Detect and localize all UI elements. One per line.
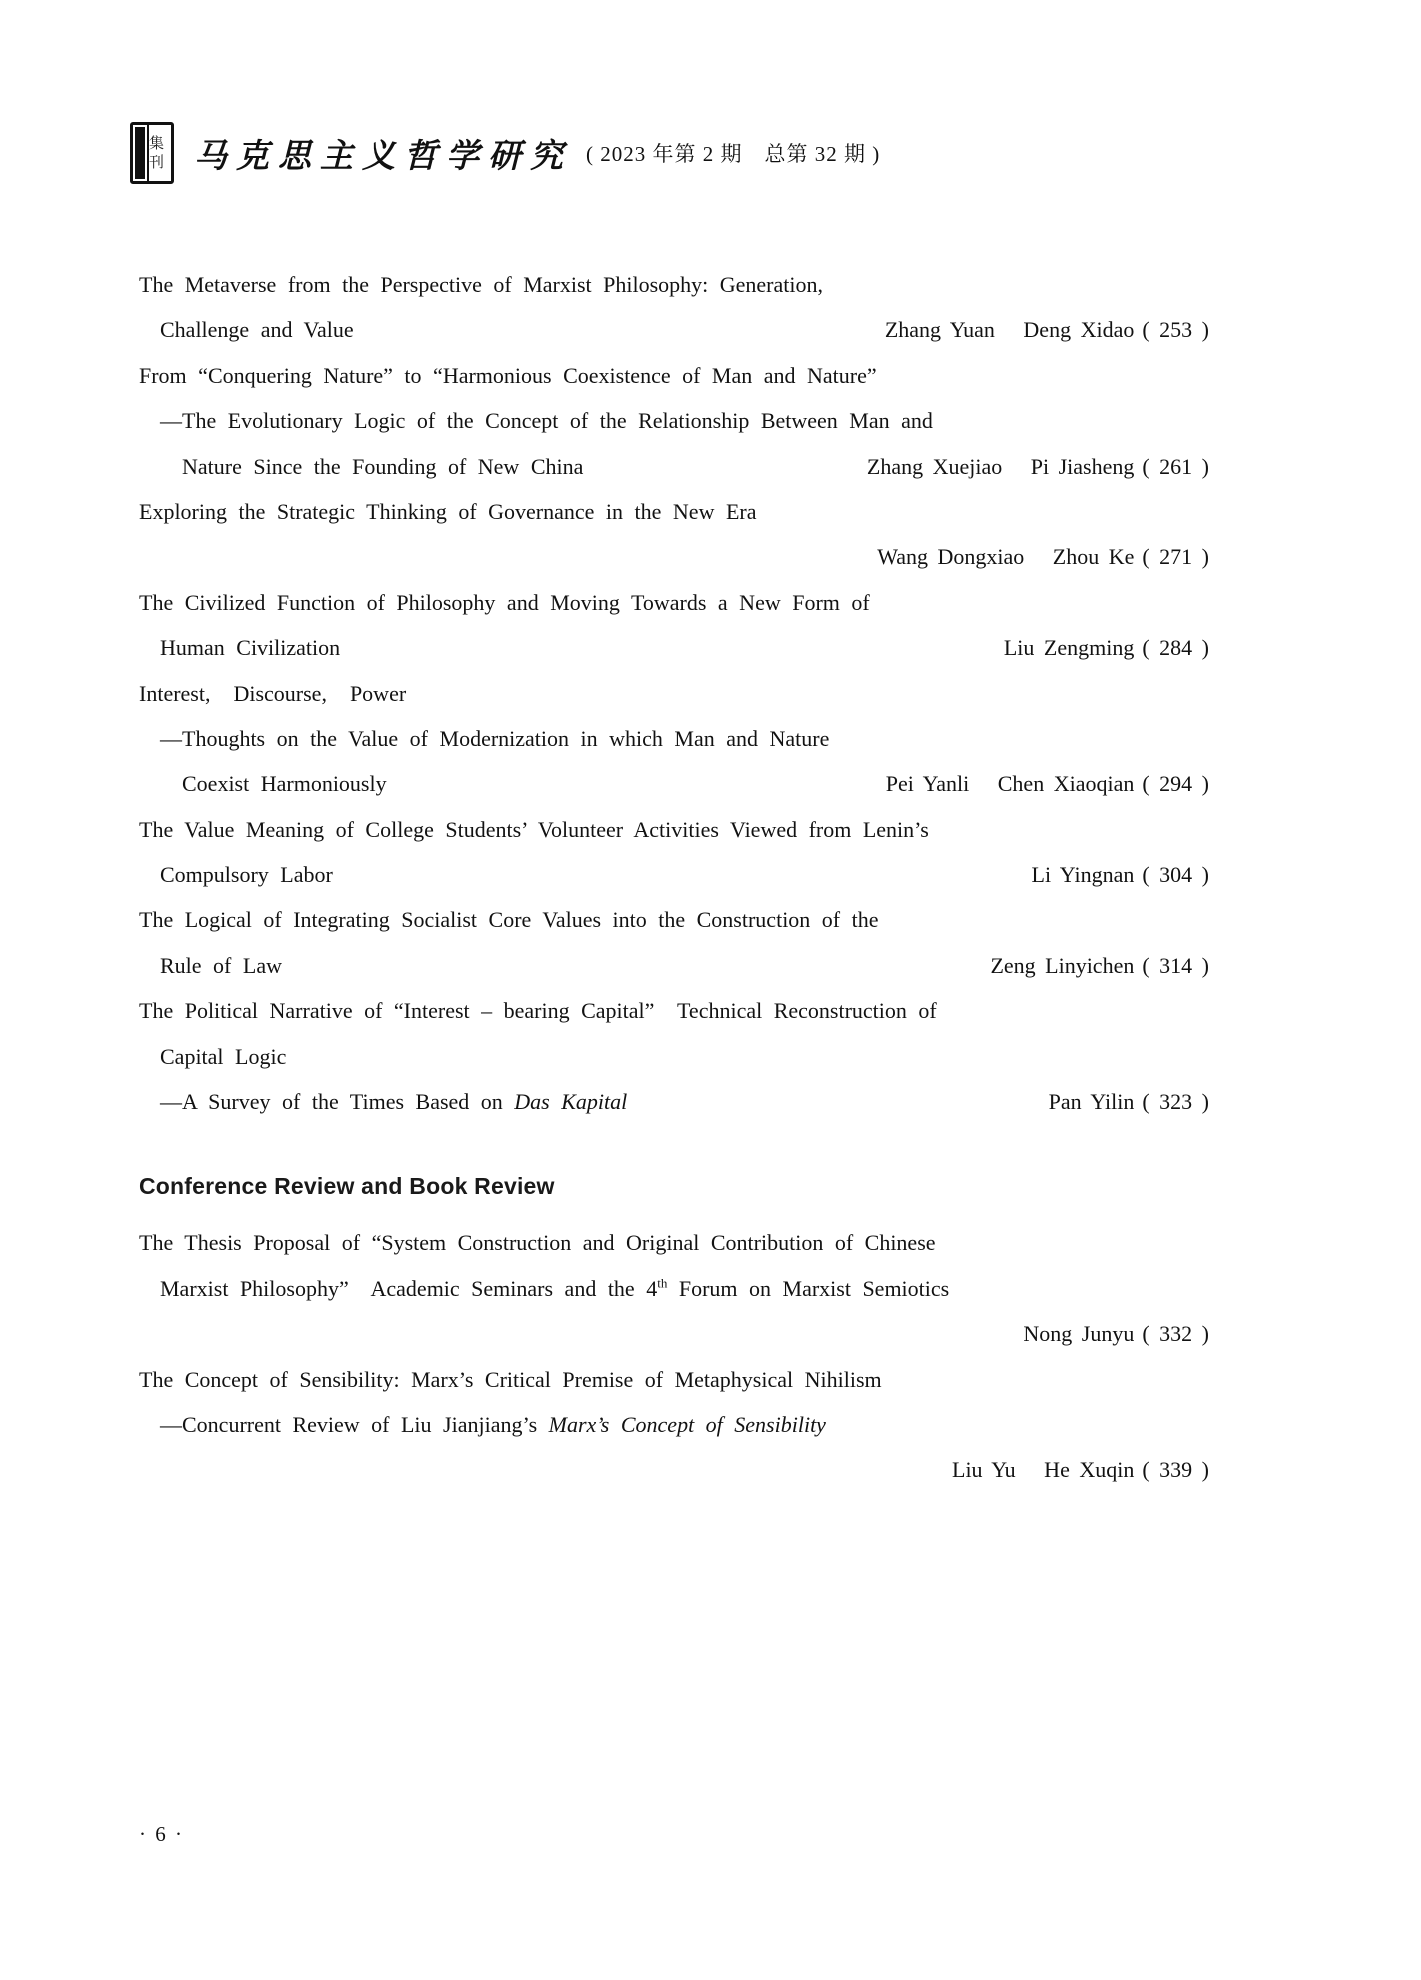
toc-line [139, 262, 1209, 307]
title-segment: Nature Since the Founding of New China [182, 453, 584, 479]
article-title-text [160, 625, 340, 670]
toc-line [139, 307, 1209, 352]
article-title-text [139, 1357, 882, 1402]
toc-line [139, 353, 1209, 398]
title-segment: The Civilized Function of Philosophy and Moving Towards a New Form of [139, 589, 870, 615]
article-authors-page [885, 307, 1209, 352]
author-names: Zhang Yuan Deng Xidao [884, 317, 1135, 343]
article-authors-page [867, 444, 1209, 489]
title-segment: —A Survey of the Times Based on [160, 1089, 515, 1115]
article-title-text [139, 353, 877, 398]
title-segment: The Political Narrative of “Interest – bearing Capital” Technical Reconstruction of [139, 998, 937, 1024]
toc-line [139, 534, 1209, 579]
title-segment: The Metaverse from the Perspective of Marxist Philosophy: Generation, [139, 272, 824, 297]
title-segment: Human Civilization [160, 635, 341, 661]
toc-line [139, 671, 1209, 716]
toc-line [139, 580, 1209, 625]
page-number: · 6 · [139, 1822, 184, 1846]
article-title-text [160, 852, 333, 897]
article-title-text [182, 761, 387, 806]
title-segment: Interest, Discourse, Power [139, 680, 407, 706]
toc-line [139, 1311, 1209, 1356]
article-title-text [139, 897, 879, 942]
title-segment: The Value Meaning of College Students’ Volunteer Activities Viewed from Lenin’s [139, 816, 929, 842]
author-names: Zeng Linyichen [990, 952, 1135, 978]
toc-line [139, 852, 1209, 897]
article-authors-page [1023, 1311, 1209, 1356]
title-segment: Exploring the Strategic Thinking of Governance in the New Era [139, 498, 757, 524]
article-title-text [139, 1220, 936, 1265]
title-segment: Marxist Philosophy” Academic Seminars and the 4 [160, 1275, 658, 1301]
toc-line [139, 761, 1209, 806]
article-authors-page [1004, 625, 1209, 670]
title-segment: th [657, 1275, 668, 1291]
journal-header [130, 122, 880, 184]
title-segment: Coexist Harmoniously [182, 771, 387, 797]
title-segment: Forum on Marxist Semiotics [667, 1275, 950, 1301]
author-names: Li Yingnan [1031, 862, 1135, 888]
book-title-italic: Marx’s Concept of Sensibility [548, 1411, 826, 1437]
toc-line [139, 716, 1209, 761]
title-segment: —The Evolutionary Logic of the Concept of the Relationship Between Man and [160, 408, 933, 434]
author-names: Wang Dongxiao Zhou Ke [877, 544, 1135, 570]
article-authors-page [877, 534, 1209, 579]
article-title-text [160, 398, 933, 443]
journal-title: 马克思主义哲学研究 [194, 135, 572, 175]
title-segment: The Thesis Proposal of “System Construction and Original Contribution of Chinese [139, 1230, 936, 1256]
article-title-text [139, 671, 406, 716]
toc-line [139, 807, 1209, 852]
toc-line [139, 625, 1209, 670]
article-title-text [160, 1402, 826, 1447]
article-title-text [160, 1034, 286, 1079]
toc-line [139, 943, 1209, 988]
article-title-text [139, 262, 823, 307]
toc-list-articles [139, 262, 1209, 1124]
article-title-text [160, 1266, 949, 1311]
page-reference: ( 332 ) [1142, 1321, 1209, 1347]
page-reference: ( 304 ) [1142, 862, 1209, 888]
article-authors-page [952, 1447, 1209, 1492]
title-segment: The Logical of Integrating Socialist Core Values into the Construction of the [139, 907, 879, 933]
author-names: Liu Zengming [1003, 635, 1135, 661]
toc-line [139, 444, 1209, 489]
article-title-text [160, 307, 354, 352]
article-title-text [139, 807, 929, 852]
journal-logo [130, 122, 174, 184]
article-title-text [139, 489, 756, 534]
title-segment: Rule of Law [160, 952, 282, 978]
toc-line [139, 1266, 1209, 1311]
article-authors-page [1049, 1079, 1209, 1124]
author-names: Pan Yilin [1048, 1089, 1135, 1115]
logo-label: 集刊 [147, 125, 171, 181]
author-names: Pei Yanli Chen Xiaoqian [885, 771, 1135, 797]
title-segment: Capital Logic [160, 1043, 287, 1069]
logo-spine-bar [135, 127, 145, 179]
title-segment: —Concurrent Review of Liu Jianjiang’s [160, 1411, 549, 1437]
title-segment: From “Conquering Nature” to “Harmonious Coexistence of Man and Nature” [139, 362, 877, 388]
toc-line [139, 1034, 1209, 1079]
toc-list-reviews [139, 1220, 1209, 1492]
article-authors-page [990, 943, 1209, 988]
toc-line [139, 489, 1209, 534]
author-names: Nong Junyu [1023, 1321, 1135, 1347]
toc-line [139, 1447, 1209, 1492]
page-reference: ( 314 ) [1142, 952, 1209, 978]
article-authors-page [886, 761, 1209, 806]
toc-line [139, 1402, 1209, 1447]
journal-issue-info: ( 2023 年第 2 期 总第 32 期 ) [586, 142, 881, 166]
section-heading-conference-review: Conference Review and Book Review [139, 1173, 555, 1200]
toc-line [139, 1220, 1209, 1265]
page-reference: ( 323 ) [1142, 1089, 1209, 1115]
toc-line [139, 398, 1209, 443]
article-authors-page [1032, 852, 1209, 897]
toc-line [139, 1357, 1209, 1402]
page-reference: ( 294 ) [1142, 771, 1209, 797]
title-segment: Compulsory Labor [160, 862, 333, 888]
article-title-text [160, 943, 282, 988]
toc-line [139, 1079, 1209, 1124]
book-title-italic: Das Kapital [514, 1089, 628, 1115]
title-segment: The Concept of Sensibility: Marx’s Critical Premise of Metaphysical Nihilism [139, 1366, 882, 1392]
page-reference: ( 339 ) [1142, 1457, 1209, 1483]
title-segment: —Thoughts on the Value of Modernization in which Man and Nature [160, 725, 830, 751]
page-reference: ( 271 ) [1142, 544, 1209, 570]
title-segment: Challenge and Value [160, 317, 354, 343]
article-title-text [139, 580, 870, 625]
table-of-contents [139, 262, 1209, 1493]
page-reference: ( 284 ) [1142, 635, 1209, 661]
toc-line [139, 988, 1209, 1033]
article-title-text [160, 1079, 627, 1124]
article-title-text [160, 716, 829, 761]
author-names: Zhang Xuejiao Pi Jiasheng [866, 453, 1135, 479]
page-reference: ( 261 ) [1142, 453, 1209, 479]
author-names: Liu Yu He Xuqin [952, 1457, 1135, 1483]
article-title-text [182, 444, 583, 489]
article-title-text [139, 988, 937, 1033]
page-reference: ( 253 ) [1142, 317, 1209, 343]
toc-line [139, 897, 1209, 942]
